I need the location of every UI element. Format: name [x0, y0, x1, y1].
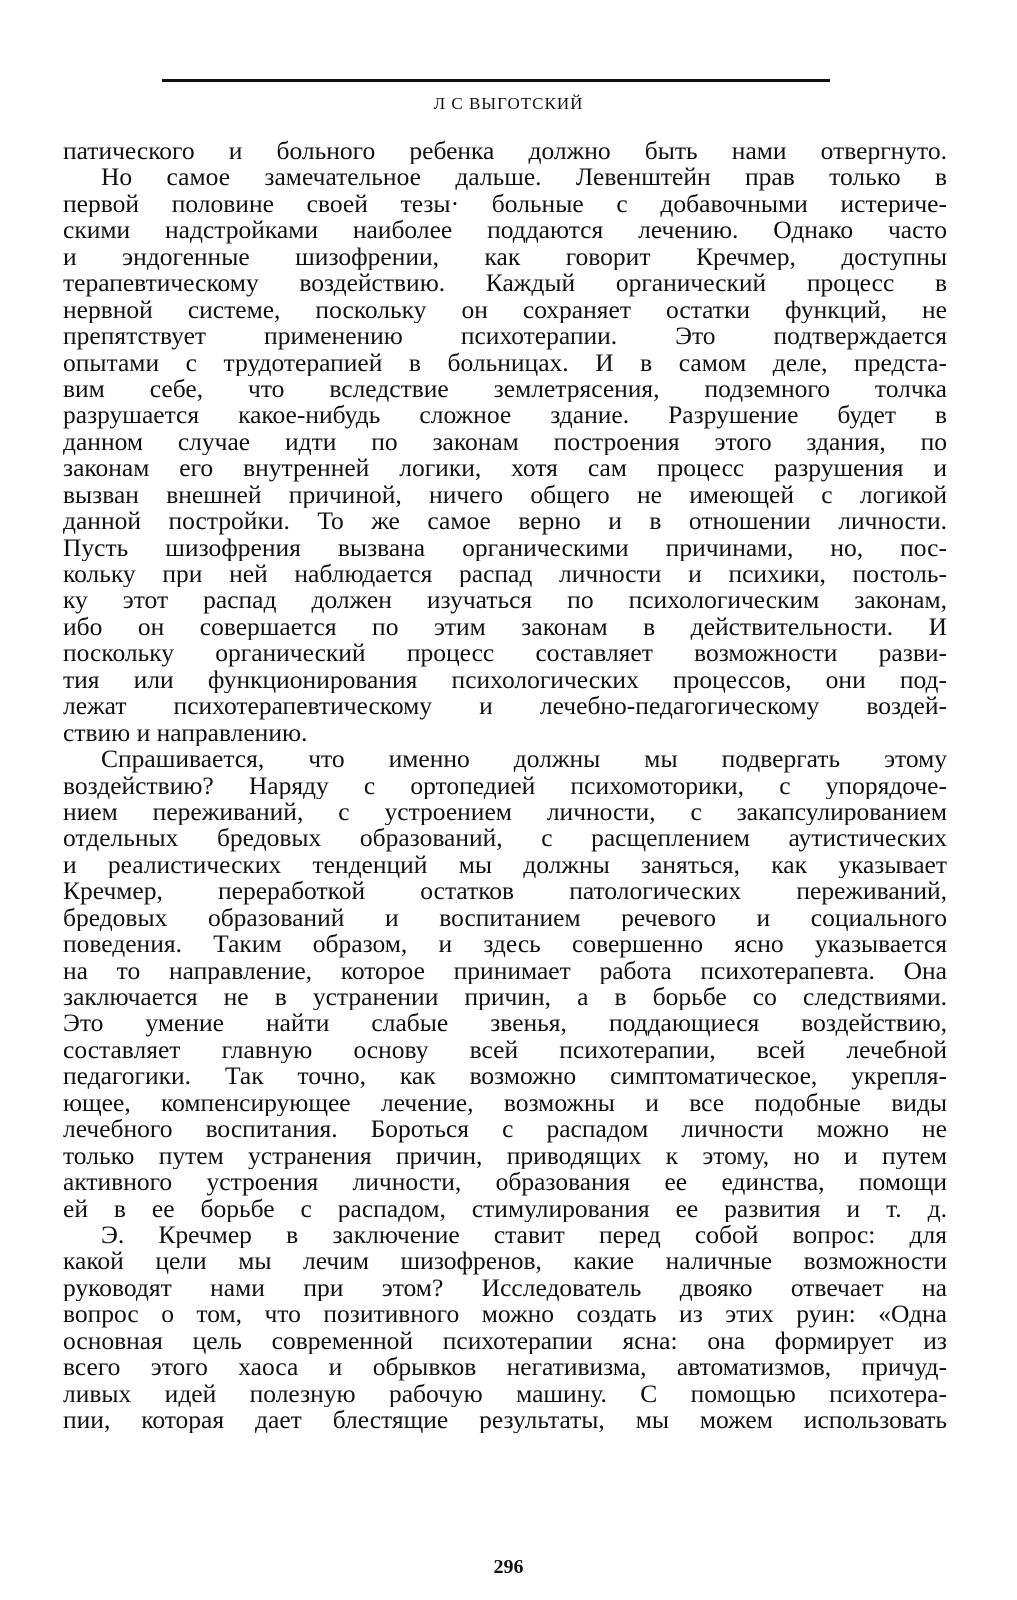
text-line: бредовых образований и воспитанием речевого и социального [63, 904, 947, 932]
text-line: нием переживаний, с устроением личности, с закапсулированием [63, 798, 947, 826]
text-line: какой цели мы лечим шизофренов, какие наличные возможности [63, 1248, 947, 1275]
text-line: воздействию? Наряду с ортопедией психомоторики, с упорядоче- [63, 772, 947, 799]
header-rule [162, 79, 830, 82]
text-line: Это умение найти слабые звенья, поддающиеся воздействию, [63, 1010, 947, 1037]
text-line: кольку при ней наблюдается распад личности и психики, постоль- [63, 561, 947, 588]
text-line: ствию и направлению. [63, 719, 308, 747]
text-line: нервной системе, поскольку он сохраняет остатки функций, не [63, 296, 947, 324]
text-line: ибо он совершается по этим законам в действительности. И [63, 613, 947, 641]
text-line: поведения. Таким образом, и здесь совершенно ясно указывается [63, 931, 947, 958]
text-line: и эндогенные шизофрении, как говорит Кречмер, доступны [63, 243, 947, 271]
text-line: препятствует применению психотерапии. Это подтверждается [63, 323, 947, 350]
text-line: данной постройки. То же самое верно и в отношении личности. [63, 508, 947, 535]
text-line: только путем устранения причин, приводящих к этому, но и путем [63, 1142, 947, 1170]
text-line: и реалистических тенденций мы должны заняться, как указывает [63, 851, 947, 879]
text-line: лежат психотерапевтическому и лечебно-педагогическому воздей- [63, 693, 947, 720]
text-line: законам его внутренней логики, хотя сам процесс разрушения и [63, 455, 947, 482]
text-line: ющее, компенсирующее лечение, возможны и все подобные виды [63, 1089, 947, 1117]
text-line: вопрос о том, что позитивного можно создать из этих руин: «Одна [63, 1301, 947, 1328]
text-line: на то направление, которое принимает работа психотерапевта. Она [63, 957, 947, 984]
text-line: Спрашивается, что именно должны мы подвергать этому [101, 746, 947, 773]
text-line: педагогики. Так точно, как возможно симптоматическое, укрепля- [63, 1063, 947, 1090]
text-line: составляет главную основу всей психотерапии, всей лечебной [63, 1036, 947, 1064]
text-line: ку этот распад должен изучаться по психологическим законам, [63, 587, 947, 614]
text-line: вим себе, что вследствие землетрясения, подземного толчка [63, 375, 947, 403]
text-line: Кречмер, переработкой остатков патологических переживаний, [63, 878, 947, 905]
text-line: разрушается какое-нибудь сложное здание. Разрушение будет в [63, 402, 947, 429]
text-line: данном случае идти по законам построения этого здания, по [63, 428, 947, 456]
running-head: Л С ВЫГОТСКИЙ [433, 94, 584, 113]
text-line: первой половине своей тезы· больные с добавочными истериче- [63, 190, 947, 218]
text-line: Пусть шизофрения вызвана органическими причинами, но, пос- [63, 534, 947, 561]
text-line: Э. Кречмер в заключение ставит перед собой вопрос: для [101, 1221, 947, 1249]
text-line: активного устроения личности, образования ее единства, помощи [63, 1169, 947, 1196]
text-line: руководят нами при этом? Исследователь двояко отвечает на [63, 1274, 947, 1302]
text-line: всего этого хаоса и обрывков негативизма, автоматизмов, причуд- [63, 1354, 947, 1381]
text-line: отдельных бредовых образований, с расщеплением аутистических [63, 825, 947, 852]
text-line: Но самое замечательное дальше. Левенштейн прав только в [101, 164, 947, 191]
text-line: тия или функционирования психологических процессов, они под- [63, 666, 947, 694]
text-line: терапевтическому воздействию. Каждый органический процесс в [63, 270, 947, 297]
text-line: опытами с трудотерапией в больницах. И в самом деле, предста- [63, 349, 947, 376]
text-line: вызван внешней причиной, ничего общего не имеющей с логикой [63, 481, 947, 509]
body-text [63, 138, 947, 1433]
text-line: поскольку органический процесс составляет возможности разви- [63, 640, 947, 667]
page-number: 296 [493, 1556, 524, 1578]
text-line: патического и больного ребенка должно быть нами отвергнуто. [63, 138, 947, 165]
text-line: ливых идей полезную рабочую машину. С помощью психотера- [63, 1380, 947, 1407]
text-line: пии, которая дает блестящие результаты, мы можем использовать [63, 1407, 947, 1434]
text-line: ей в ее борьбе с распадом, стимулирования ее развития и т. д. [63, 1195, 947, 1222]
text-line: лечебного воспитания. Бороться с распадом личности можно не [63, 1116, 947, 1143]
text-line: заключается не в устранении причин, а в борьбе со следствиями. [63, 984, 947, 1011]
text-line: скими надстройками наиболее поддаются лечению. Однако часто [63, 217, 947, 244]
text-line: основная цель современной психотерапии ясна: она формирует из [63, 1327, 947, 1355]
